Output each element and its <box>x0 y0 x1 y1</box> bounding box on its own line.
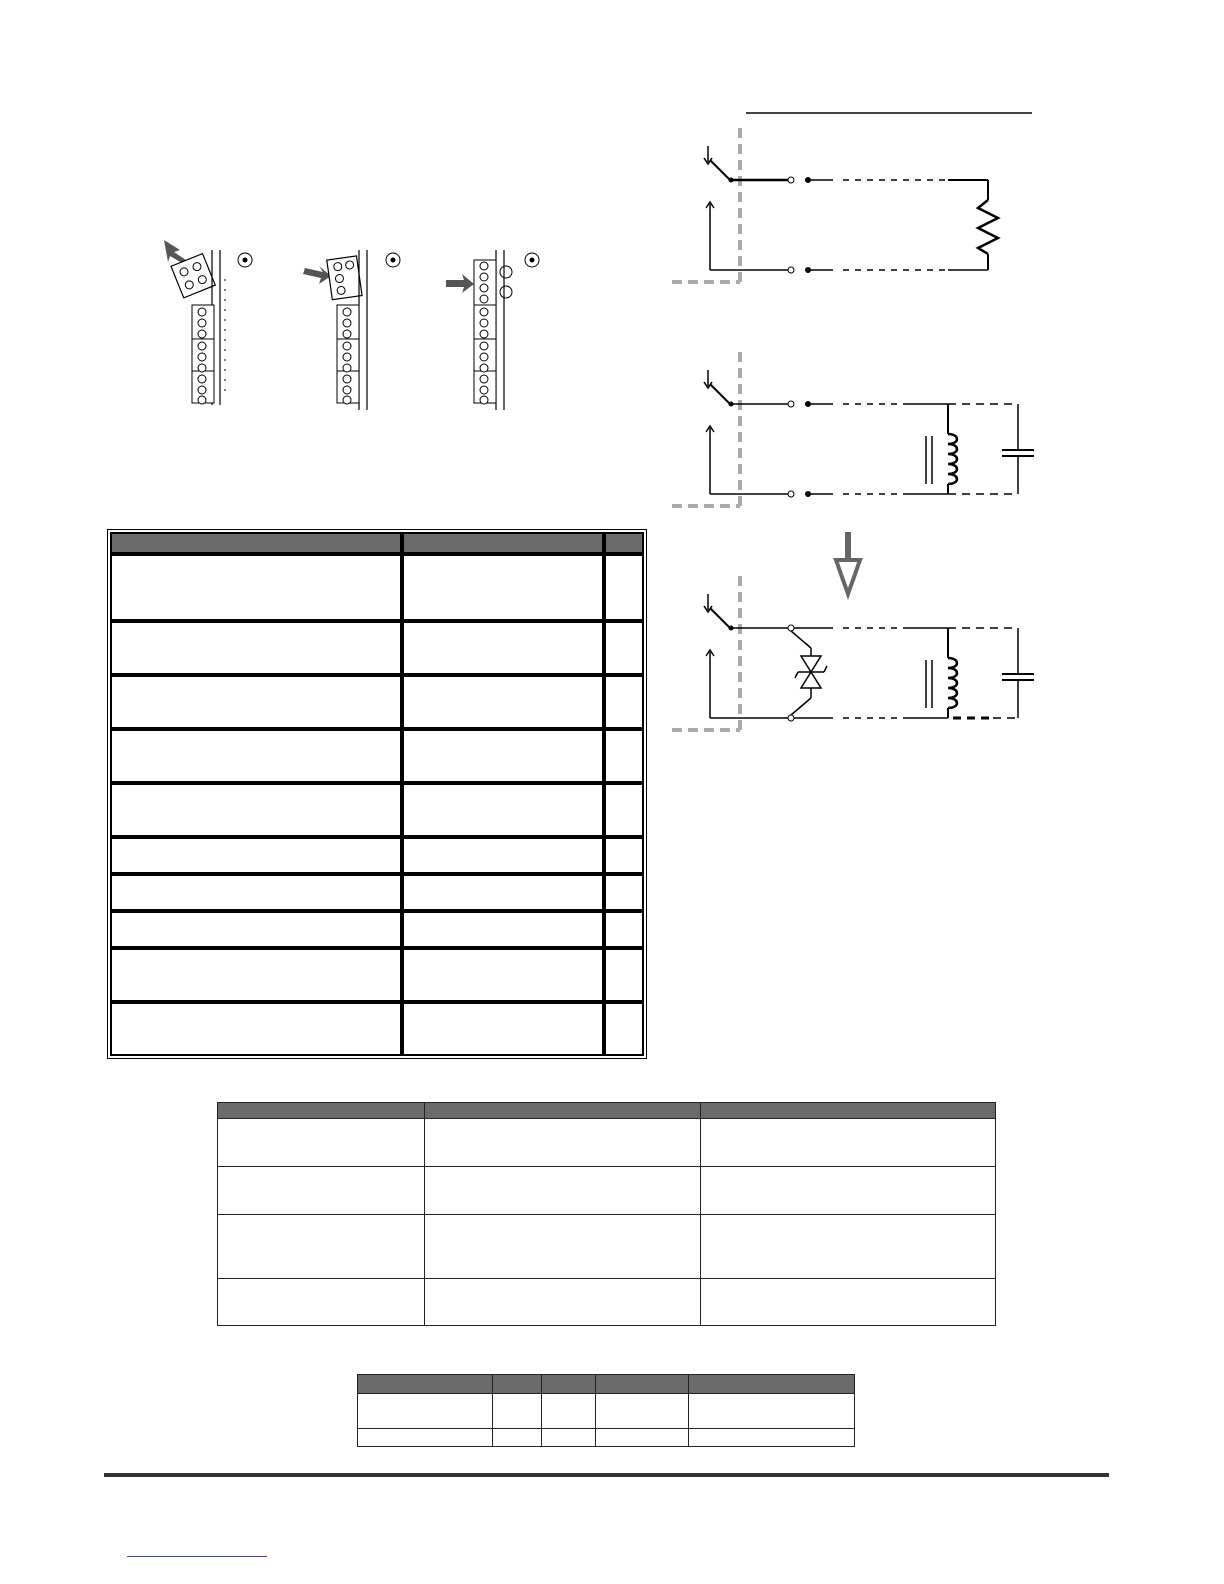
table-cell <box>604 911 644 948</box>
table-row <box>218 1279 996 1326</box>
table-cell <box>701 1119 996 1167</box>
table-header-cell <box>604 532 644 554</box>
table-cell <box>402 621 604 675</box>
table-cell <box>689 1394 855 1429</box>
table-cell <box>604 554 644 621</box>
wire-table <box>217 1102 996 1326</box>
table-cell <box>402 1002 604 1056</box>
table-row <box>218 1167 996 1215</box>
table-header-cell <box>596 1375 689 1394</box>
circuit-inductive-load <box>672 352 1034 506</box>
table-header-cell <box>402 532 604 554</box>
table-cell <box>218 1167 425 1215</box>
table-cell <box>402 837 604 874</box>
terminal-illustration-graphic <box>150 230 570 420</box>
table-cell <box>402 911 604 948</box>
table-cell <box>110 948 402 1002</box>
table-cell <box>425 1167 701 1215</box>
table-cell <box>425 1279 701 1326</box>
table-cell <box>604 874 644 911</box>
table-cell <box>402 675 604 729</box>
table-header-row <box>218 1103 996 1119</box>
table-header-cell <box>110 532 402 554</box>
table-row <box>110 783 644 837</box>
table-cell <box>218 1215 425 1279</box>
table-cell <box>542 1394 596 1429</box>
table-row <box>110 554 644 621</box>
terminal-step-2 <box>303 250 400 410</box>
table-cell <box>493 1394 542 1429</box>
circuit-resistive-load <box>672 128 998 282</box>
table-header-cell <box>493 1375 542 1394</box>
table-cell <box>604 675 644 729</box>
table-cell <box>402 729 604 783</box>
table-header-cell <box>542 1375 596 1394</box>
table-header-cell <box>701 1103 996 1119</box>
table-cell <box>596 1394 689 1429</box>
table-cell <box>110 783 402 837</box>
table-row <box>110 621 644 675</box>
circuit-suppressor <box>672 576 1034 730</box>
small-table <box>357 1374 855 1447</box>
table-cell <box>110 621 402 675</box>
table-header-row <box>358 1375 855 1394</box>
table-row <box>110 948 644 1002</box>
table-cell <box>604 837 644 874</box>
table-header-row <box>110 532 644 554</box>
table-row <box>218 1119 996 1167</box>
table-cell <box>604 621 644 675</box>
table-cell <box>604 948 644 1002</box>
table-cell <box>701 1167 996 1215</box>
table-header-cell <box>689 1375 855 1394</box>
table-cell <box>358 1394 493 1429</box>
footer-rule <box>104 1473 1109 1477</box>
table-cell <box>402 783 604 837</box>
spec-table <box>107 529 647 1059</box>
table-header-cell <box>358 1375 493 1394</box>
table-cell <box>604 1002 644 1056</box>
table-row <box>110 911 644 948</box>
table-cell <box>110 675 402 729</box>
table-cell <box>110 837 402 874</box>
table-cell <box>689 1429 855 1447</box>
table-row <box>358 1394 855 1429</box>
table-cell <box>110 911 402 948</box>
table-row <box>110 1002 644 1056</box>
table-header-cell <box>425 1103 701 1119</box>
table-row <box>110 729 644 783</box>
table-row <box>358 1429 855 1447</box>
table-cell <box>604 783 644 837</box>
terminal-step-1 <box>164 240 252 405</box>
table-cell <box>402 874 604 911</box>
circuit-diagrams <box>668 100 1048 740</box>
table-cell <box>425 1215 701 1279</box>
terminal-illustration <box>150 230 570 420</box>
table-cell <box>110 554 402 621</box>
table-row <box>110 874 644 911</box>
table-cell <box>701 1215 996 1279</box>
terminal-step-3 <box>446 250 539 410</box>
table-cell <box>425 1119 701 1167</box>
down-arrow-icon <box>836 532 860 594</box>
table-cell <box>701 1279 996 1326</box>
table-cell <box>110 874 402 911</box>
table-cell <box>218 1119 425 1167</box>
table-cell <box>402 554 604 621</box>
table-cell <box>110 729 402 783</box>
table-cell <box>110 1002 402 1056</box>
table-cell <box>542 1429 596 1447</box>
table-row <box>110 837 644 874</box>
table-cell <box>402 948 604 1002</box>
table-header-cell <box>218 1103 425 1119</box>
table-cell <box>596 1429 689 1447</box>
table-row <box>218 1215 996 1279</box>
footer-link[interactable] <box>127 1556 267 1557</box>
table-cell <box>218 1279 425 1326</box>
table-cell <box>493 1429 542 1447</box>
table-row <box>110 675 644 729</box>
table-cell <box>604 729 644 783</box>
table-cell <box>358 1429 493 1447</box>
circuit-diagrams-graphic <box>668 100 1048 740</box>
